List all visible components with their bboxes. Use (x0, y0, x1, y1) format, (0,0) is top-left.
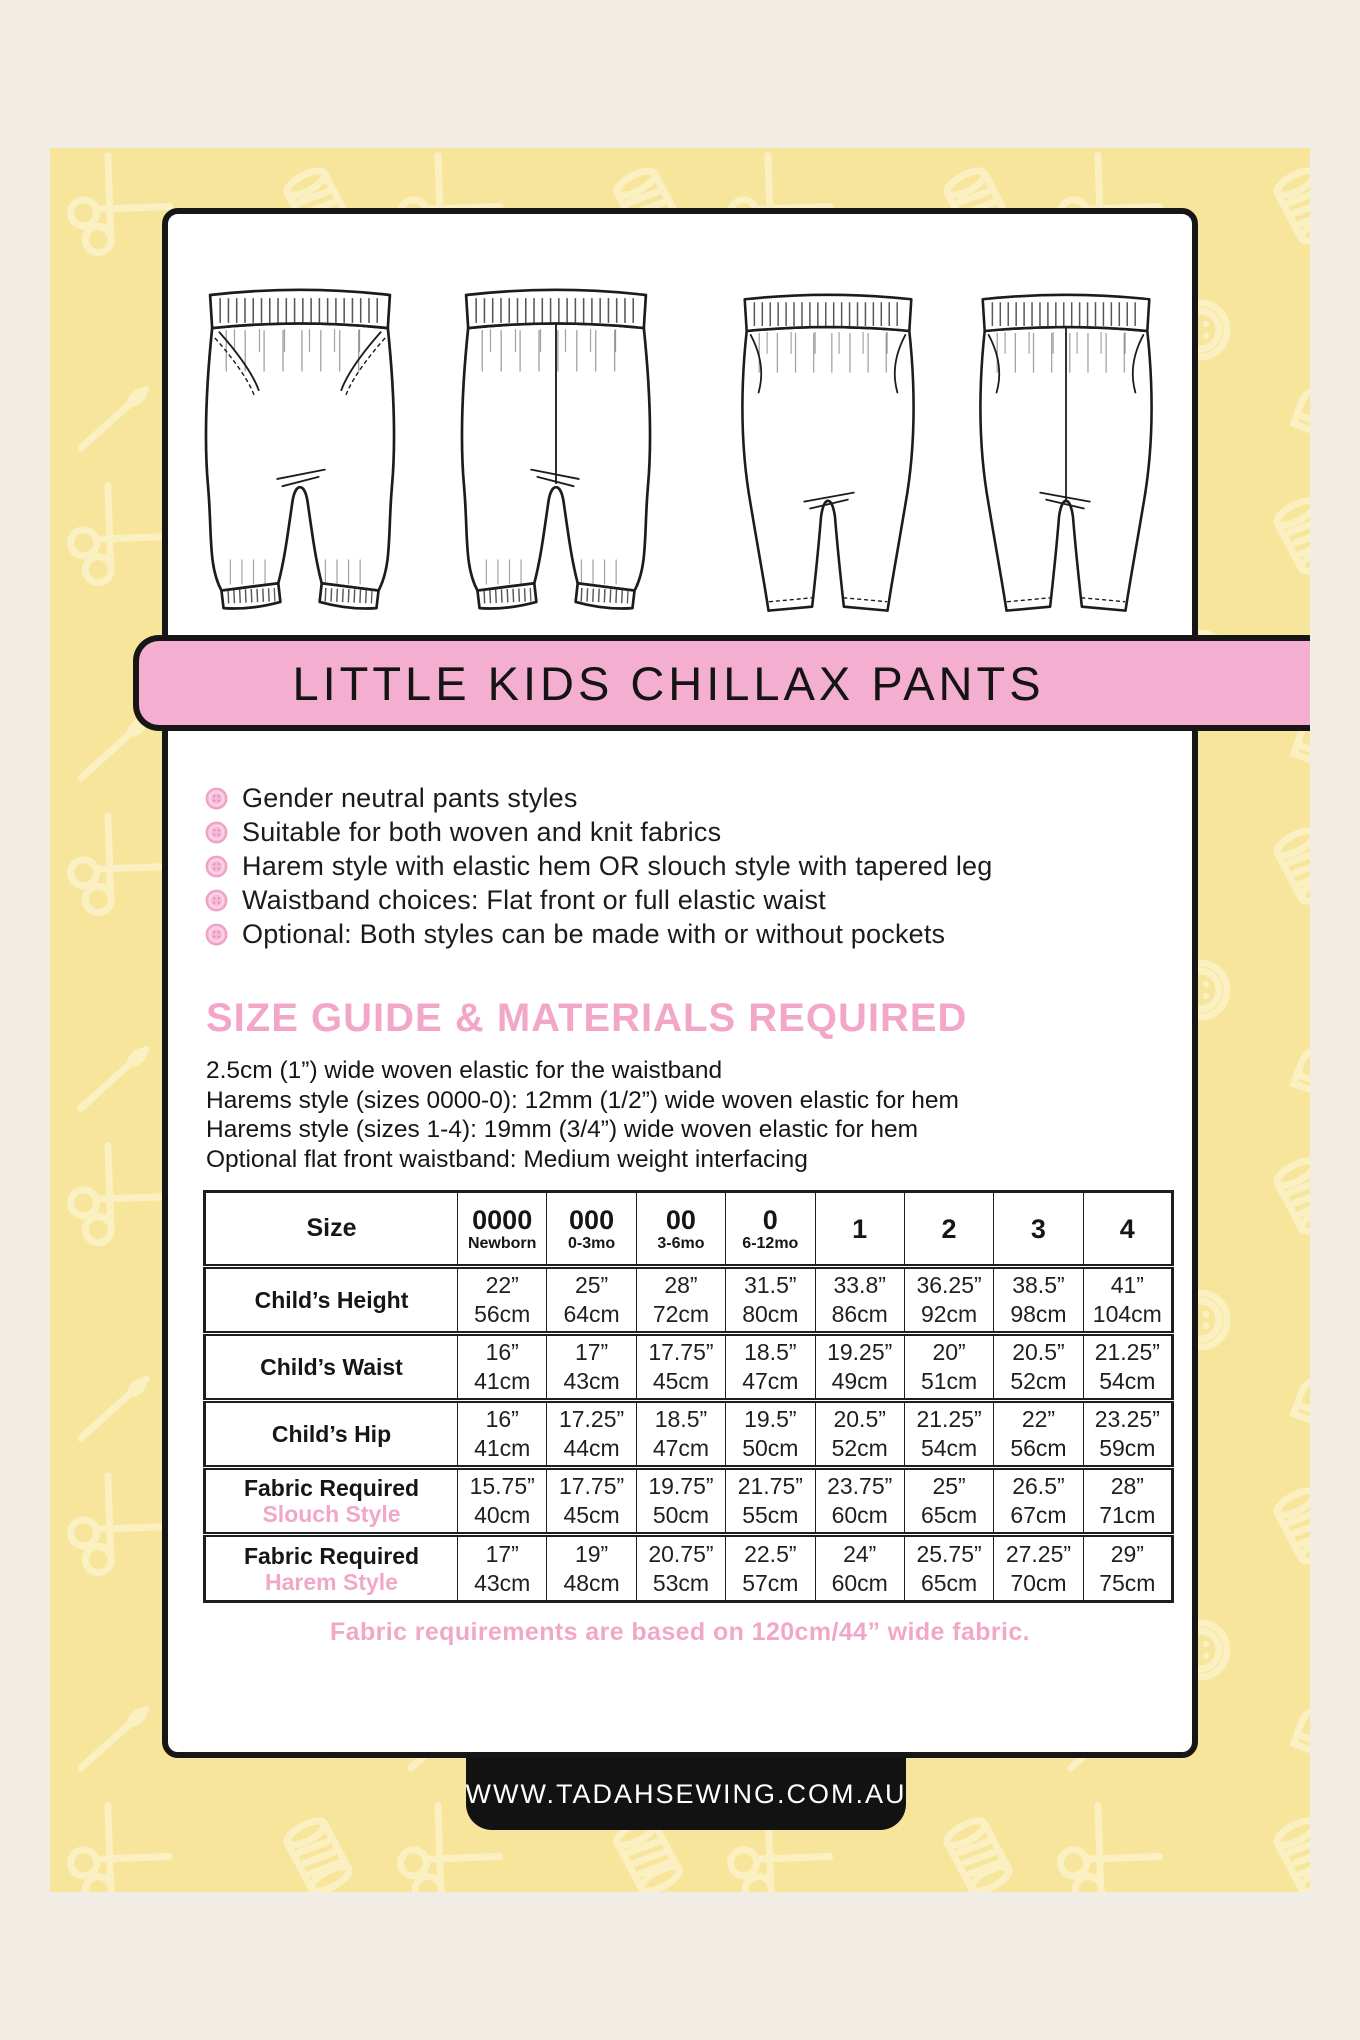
size-number: 1 (852, 1213, 868, 1244)
button-bullet-icon (205, 923, 228, 946)
value-cm: 98cm (1010, 1301, 1067, 1327)
size-value-cell (904, 1468, 993, 1535)
size-value-cell (636, 1401, 725, 1468)
feature-item-3 (205, 849, 1172, 883)
size-number: 4 (1119, 1213, 1135, 1244)
row-label: Child’s Waist (260, 1354, 403, 1380)
value-inches: 17” (574, 1339, 609, 1365)
value-inches: 16” (485, 1339, 519, 1365)
value-inches: 22” (1021, 1406, 1056, 1432)
size-value-cell (726, 1468, 815, 1535)
table-row (205, 1267, 1173, 1334)
size-corner-label: Size (205, 1192, 458, 1267)
size-value-cell (547, 1267, 636, 1334)
size-column-header (904, 1192, 993, 1267)
value-cm: 55cm (742, 1502, 799, 1528)
row-label-cell (205, 1267, 458, 1334)
size-value-cell (636, 1468, 725, 1535)
value-cm: 51cm (920, 1368, 978, 1394)
value-cm: 75cm (1099, 1569, 1156, 1596)
size-value-cell (904, 1535, 993, 1602)
value-cm: 43cm (563, 1368, 620, 1394)
value-cm: 45cm (652, 1368, 710, 1394)
size-value-cell (636, 1334, 725, 1401)
size-column-header (458, 1192, 547, 1267)
value-inches: 19.75” (648, 1473, 714, 1499)
value-cm: 48cm (563, 1569, 620, 1596)
value-inches: 27.25” (1005, 1540, 1072, 1567)
value-inches: 17.25” (558, 1406, 625, 1432)
size-age-range: Newborn (467, 1234, 537, 1252)
size-value-cell (904, 1267, 993, 1334)
size-value-cell (815, 1267, 904, 1334)
size-value-cell (547, 1334, 636, 1401)
value-cm: 53cm (652, 1569, 710, 1596)
row-sublabel: Slouch Style (262, 1501, 401, 1527)
size-column-header (994, 1192, 1083, 1267)
value-inches: 21.75” (737, 1473, 803, 1499)
value-cm: 67cm (1010, 1502, 1067, 1528)
size-value-cell (1083, 1468, 1172, 1535)
feature-list (205, 781, 1172, 951)
value-cm: 52cm (831, 1435, 888, 1461)
value-cm: 50cm (742, 1435, 799, 1461)
value-inches: 16” (485, 1406, 519, 1432)
value-cm: 71cm (1099, 1502, 1156, 1528)
size-value-cell (547, 1535, 636, 1602)
size-number: 3 (1030, 1213, 1046, 1244)
size-value-cell (547, 1401, 636, 1468)
value-inches: 28” (1110, 1473, 1144, 1499)
value-cm: 64cm (563, 1301, 620, 1327)
size-value-cell (904, 1401, 993, 1468)
value-inches: 20.5” (833, 1406, 886, 1432)
value-cm: 40cm (474, 1502, 531, 1528)
pants-sketch-harem-front (175, 264, 425, 636)
title-banner (133, 635, 1310, 731)
size-age-range: 0-3mo (568, 1234, 616, 1252)
info-card (162, 208, 1198, 1758)
value-inches: 21.25” (1094, 1339, 1160, 1365)
value-inches: 20” (932, 1339, 966, 1365)
value-cm: 72cm (652, 1301, 710, 1327)
size-number: 00 (665, 1204, 696, 1235)
materials-line-2: Harems style (sizes 0000-0): 12mm (1/2”) wide woven elastic for hem (206, 1086, 959, 1114)
size-value-cell (636, 1267, 725, 1334)
table-row (205, 1468, 1173, 1535)
materials-line-1: 2.5cm (1”) wide woven elastic for the waistband (206, 1057, 723, 1084)
value-inches: 29” (1110, 1540, 1144, 1567)
size-age-range: 3-6mo (657, 1234, 705, 1252)
materials-list (206, 1056, 1172, 1174)
size-value-cell (458, 1468, 547, 1535)
value-inches: 25.75” (916, 1540, 982, 1567)
value-inches: 23.25” (1094, 1406, 1160, 1432)
pants-sketch-harem-back (431, 264, 681, 636)
feature-item-5 (205, 917, 1172, 951)
size-value-cell (726, 1267, 815, 1334)
value-cm: 57cm (742, 1569, 799, 1596)
value-cm: 80cm (742, 1301, 799, 1327)
feature-text: Gender neutral pants styles (242, 782, 578, 813)
size-value-cell (458, 1267, 547, 1334)
size-value-cell (636, 1535, 725, 1602)
size-value-cell (815, 1334, 904, 1401)
size-value-cell (458, 1401, 547, 1468)
value-cm: 59cm (1099, 1435, 1156, 1461)
pants-sketch-slouch-back (947, 264, 1185, 636)
feature-text: Waistband choices: Flat front or full elastic waist (242, 884, 826, 915)
size-value-cell (1083, 1267, 1172, 1334)
yellow-patterned-panel (50, 148, 1310, 1892)
value-inches: 20.75” (648, 1540, 714, 1567)
value-cm: 65cm (920, 1569, 978, 1596)
size-value-cell (1083, 1535, 1172, 1602)
size-column-header (1083, 1192, 1172, 1267)
size-value-cell (1083, 1401, 1172, 1468)
value-cm: 92cm (920, 1301, 978, 1327)
value-cm: 65cm (920, 1502, 978, 1528)
feature-item-4 (205, 883, 1172, 917)
value-cm: 44cm (563, 1435, 620, 1461)
feature-item-2 (205, 815, 1172, 849)
elastic-waistband (983, 295, 1150, 331)
button-bullet-icon (205, 787, 228, 810)
value-inches: 18.5” (654, 1406, 708, 1432)
row-label: Child’s Height (254, 1287, 409, 1313)
value-inches: 19.25” (827, 1339, 893, 1365)
value-inches: 22.5” (744, 1540, 797, 1567)
value-inches: 33.8” (833, 1272, 886, 1298)
row-label-cell (205, 1535, 458, 1602)
value-cm: 56cm (1010, 1435, 1067, 1461)
feature-text: Optional: Both styles can be made with or without pockets (242, 918, 946, 949)
elastic-cuffs (477, 583, 634, 608)
size-column-header (636, 1192, 725, 1267)
value-inches: 17” (485, 1540, 519, 1567)
value-inches: 21.25” (916, 1406, 982, 1432)
size-number: 0 (762, 1204, 778, 1235)
size-value-cell (458, 1334, 547, 1401)
size-value-cell (726, 1401, 815, 1468)
size-value-cell (994, 1468, 1083, 1535)
value-inches: 23.75” (827, 1473, 893, 1499)
elastic-cuffs (221, 583, 378, 608)
value-inches: 20.5” (1012, 1339, 1065, 1365)
feature-text: Suitable for both woven and knit fabrics (242, 816, 722, 847)
row-label: Child’s Hip (271, 1421, 392, 1447)
value-inches: 36.25” (916, 1272, 982, 1298)
size-value-cell (1083, 1334, 1172, 1401)
value-inches: 22” (485, 1272, 519, 1298)
value-inches: 38.5” (1012, 1272, 1065, 1298)
value-inches: 24” (843, 1540, 877, 1567)
value-cm: 47cm (652, 1435, 710, 1461)
size-value-cell (815, 1468, 904, 1535)
button-bullet-icon (205, 855, 228, 878)
value-inches: 17.75” (558, 1473, 625, 1499)
value-cm: 43cm (474, 1569, 531, 1596)
size-value-cell (994, 1267, 1083, 1334)
value-inches: 26.5” (1012, 1473, 1065, 1499)
size-number: 2 (941, 1213, 957, 1244)
value-inches: 17.75” (648, 1339, 714, 1365)
value-inches: 15.75” (469, 1473, 535, 1499)
size-value-cell (904, 1334, 993, 1401)
value-cm: 47cm (742, 1368, 799, 1394)
size-table (203, 1190, 1174, 1603)
row-label-cell (205, 1401, 458, 1468)
pants-technical-drawings (168, 264, 1192, 636)
value-inches: 25” (574, 1272, 609, 1298)
value-cm: 86cm (831, 1301, 888, 1327)
value-cm: 49cm (831, 1368, 888, 1394)
size-value-cell (994, 1535, 1083, 1602)
value-inches: 28” (664, 1272, 698, 1298)
fabric-note: Fabric requirements are based on 120cm/44” wide fabric. (329, 1618, 1031, 1646)
elastic-waistband (745, 295, 912, 331)
size-value-cell (547, 1468, 636, 1535)
value-inches: 19.5” (744, 1406, 797, 1432)
size-number: 0000 (472, 1204, 533, 1235)
size-guide-heading: SIZE GUIDE & MATERIALS REQUIRED (206, 996, 968, 1040)
materials-line-4: Optional flat front waistband: Medium weight interfacing (206, 1145, 808, 1173)
elastic-waistband (210, 290, 390, 328)
value-cm: 52cm (1010, 1368, 1067, 1394)
size-number: 000 (569, 1204, 615, 1235)
value-cm: 45cm (563, 1502, 620, 1528)
feature-item-1 (205, 781, 1172, 815)
size-value-cell (458, 1535, 547, 1602)
elastic-waistband (466, 290, 646, 328)
website-url: WWW.TADAHSEWING.COM.AU (465, 1778, 907, 1809)
table-row (205, 1401, 1173, 1468)
pattern-title: LITTLE KIDS CHILLAX PANTS (292, 656, 1045, 710)
value-inches: 41” (1110, 1272, 1144, 1298)
pants-sketch-slouch-front (709, 264, 947, 636)
feature-text: Harem style with elastic hem OR slouch style with tapered leg (242, 850, 993, 881)
table-row (205, 1334, 1173, 1401)
size-value-cell (815, 1535, 904, 1602)
value-cm: 70cm (1010, 1569, 1067, 1596)
value-cm: 56cm (474, 1301, 531, 1327)
size-age-range: 6-12mo (742, 1234, 799, 1252)
size-value-cell (726, 1334, 815, 1401)
table-header-row (205, 1192, 1173, 1267)
size-column-header (547, 1192, 636, 1267)
value-cm: 41cm (474, 1435, 531, 1461)
value-cm: 60cm (831, 1569, 888, 1596)
value-cm: 41cm (474, 1368, 531, 1394)
value-cm: 50cm (652, 1502, 710, 1528)
value-cm: 60cm (831, 1502, 888, 1528)
size-value-cell (994, 1401, 1083, 1468)
value-cm: 54cm (920, 1435, 978, 1461)
button-bullet-icon (205, 821, 228, 844)
row-label-cell (205, 1468, 458, 1535)
button-bullet-icon (205, 889, 228, 912)
table-row (205, 1535, 1173, 1602)
size-column-header (815, 1192, 904, 1267)
materials-line-3: Harems style (sizes 1-4): 19mm (3/4”) wide woven elastic for hem (206, 1116, 919, 1143)
size-value-cell (994, 1334, 1083, 1401)
website-banner (466, 1758, 906, 1830)
size-value-cell (726, 1535, 815, 1602)
size-value-cell (815, 1401, 904, 1468)
row-label: Fabric Required (243, 1542, 420, 1569)
value-inches: 19” (574, 1540, 609, 1567)
value-cm: 104cm (1092, 1301, 1162, 1327)
row-label-cell (205, 1334, 458, 1401)
value-cm: 54cm (1099, 1368, 1156, 1394)
value-inches: 25” (932, 1473, 966, 1499)
value-inches: 31.5” (744, 1272, 797, 1298)
size-column-header (726, 1192, 815, 1267)
value-inches: 18.5” (744, 1339, 797, 1365)
row-label: Fabric Required (243, 1475, 420, 1501)
row-sublabel: Harem Style (265, 1568, 398, 1595)
